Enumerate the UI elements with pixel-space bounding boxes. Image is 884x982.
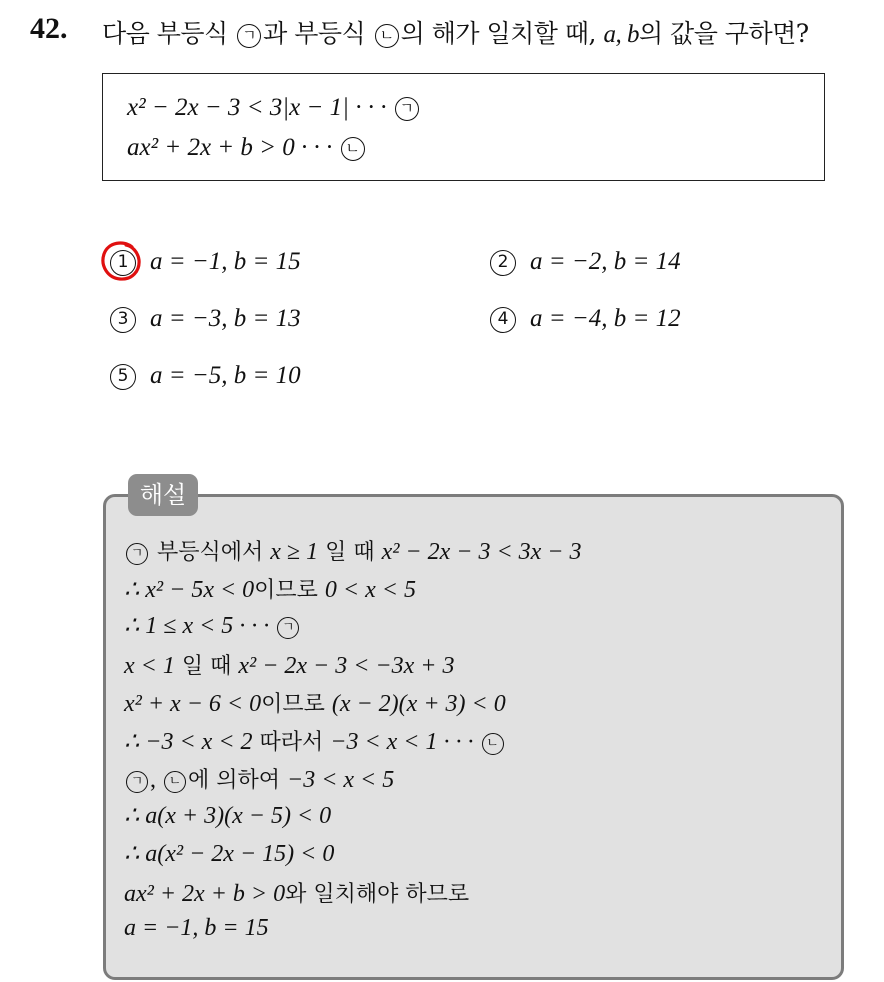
given-inequalities-box: [102, 73, 825, 181]
solution-line-10: ax² + 2x + b > 0와 일치해야 하므로: [124, 881, 470, 907]
choice-3[interactable]: [110, 305, 301, 333]
mark-giyeok-icon: ㄱ: [237, 24, 261, 48]
inequality-1: x² − 2x − 3 < 3|x − 1| · · · ㄱ: [127, 94, 421, 122]
question-text-part2: 과 부등식: [263, 19, 373, 48]
choice-text: a = −2, b = 14: [530, 248, 681, 275]
mark-giyeok-icon: ㄱ: [277, 617, 299, 639]
solution-line-2: ∴ x² − 5x < 0이므로 0 < x < 5: [124, 577, 416, 603]
question-text-part1: 다음 부등식: [102, 19, 236, 48]
choice-4[interactable]: [490, 305, 681, 333]
mark-nieun-icon: ㄴ: [341, 137, 365, 161]
choice-text: a = −4, b = 12: [530, 305, 681, 332]
solution-line-6: ∴ −3 < x < 2 따라서 −3 < x < 1 · · · ㄴ: [124, 725, 506, 756]
solution-line-8: ∴ a(x + 3)(x − 5) < 0: [124, 803, 332, 829]
choice-text: a = −3, b = 13: [150, 305, 301, 332]
question-text-part4: 의 값을 구하면?: [638, 19, 809, 48]
choice-number-icon: 2: [490, 250, 516, 276]
question-text: [102, 14, 809, 50]
mark-giyeok-icon: ㄱ: [395, 97, 419, 121]
choice-number-icon: 4: [490, 307, 516, 333]
mark-giyeok-icon: ㄱ: [126, 771, 148, 793]
answer-mark-icon: [98, 238, 146, 284]
question-number: 42.: [30, 12, 68, 45]
choice-number-icon: 3: [110, 307, 136, 333]
solution-tag: 해설: [128, 474, 198, 516]
choice-number-icon: 1: [110, 250, 136, 276]
choice-text: a = −5, b = 10: [150, 362, 301, 389]
solution-line-5: x² + x − 6 < 0이므로 (x − 2)(x + 3) < 0: [124, 691, 506, 717]
inequality-2: ax² + 2x + b > 0 · · · ㄴ: [127, 134, 367, 162]
solution-line-3: ∴ 1 ≤ x < 5 · · · ㄱ: [124, 611, 301, 640]
mark-nieun-icon: ㄴ: [375, 24, 399, 48]
mark-nieun-icon: ㄴ: [164, 771, 186, 793]
question-vars: a, b: [603, 21, 639, 48]
solution-line-7: ㄱ , ㄴ 에 의하여 −3 < x < 5: [124, 763, 394, 794]
choice-text: a = −1, b = 15: [150, 248, 301, 275]
solution-line-9: ∴ a(x² − 2x − 15) < 0: [124, 841, 335, 867]
mark-nieun-icon: ㄴ: [482, 733, 504, 755]
choice-5[interactable]: [110, 362, 301, 390]
mark-giyeok-icon: ㄱ: [126, 543, 148, 565]
solution-line-11: a = −1, b = 15: [124, 915, 269, 941]
solution-line-1: ㄱ 부등식에서 x ≥ 1 일 때 x² − 2x − 3 < 3x − 3: [124, 535, 582, 566]
choice-2[interactable]: [490, 248, 681, 276]
choice-number-icon: 5: [110, 364, 136, 390]
solution-line-4: x < 1 일 때 x² − 2x − 3 < −3x + 3: [124, 653, 455, 679]
question-text-part3: 의 해가 일치할 때,: [400, 19, 604, 48]
